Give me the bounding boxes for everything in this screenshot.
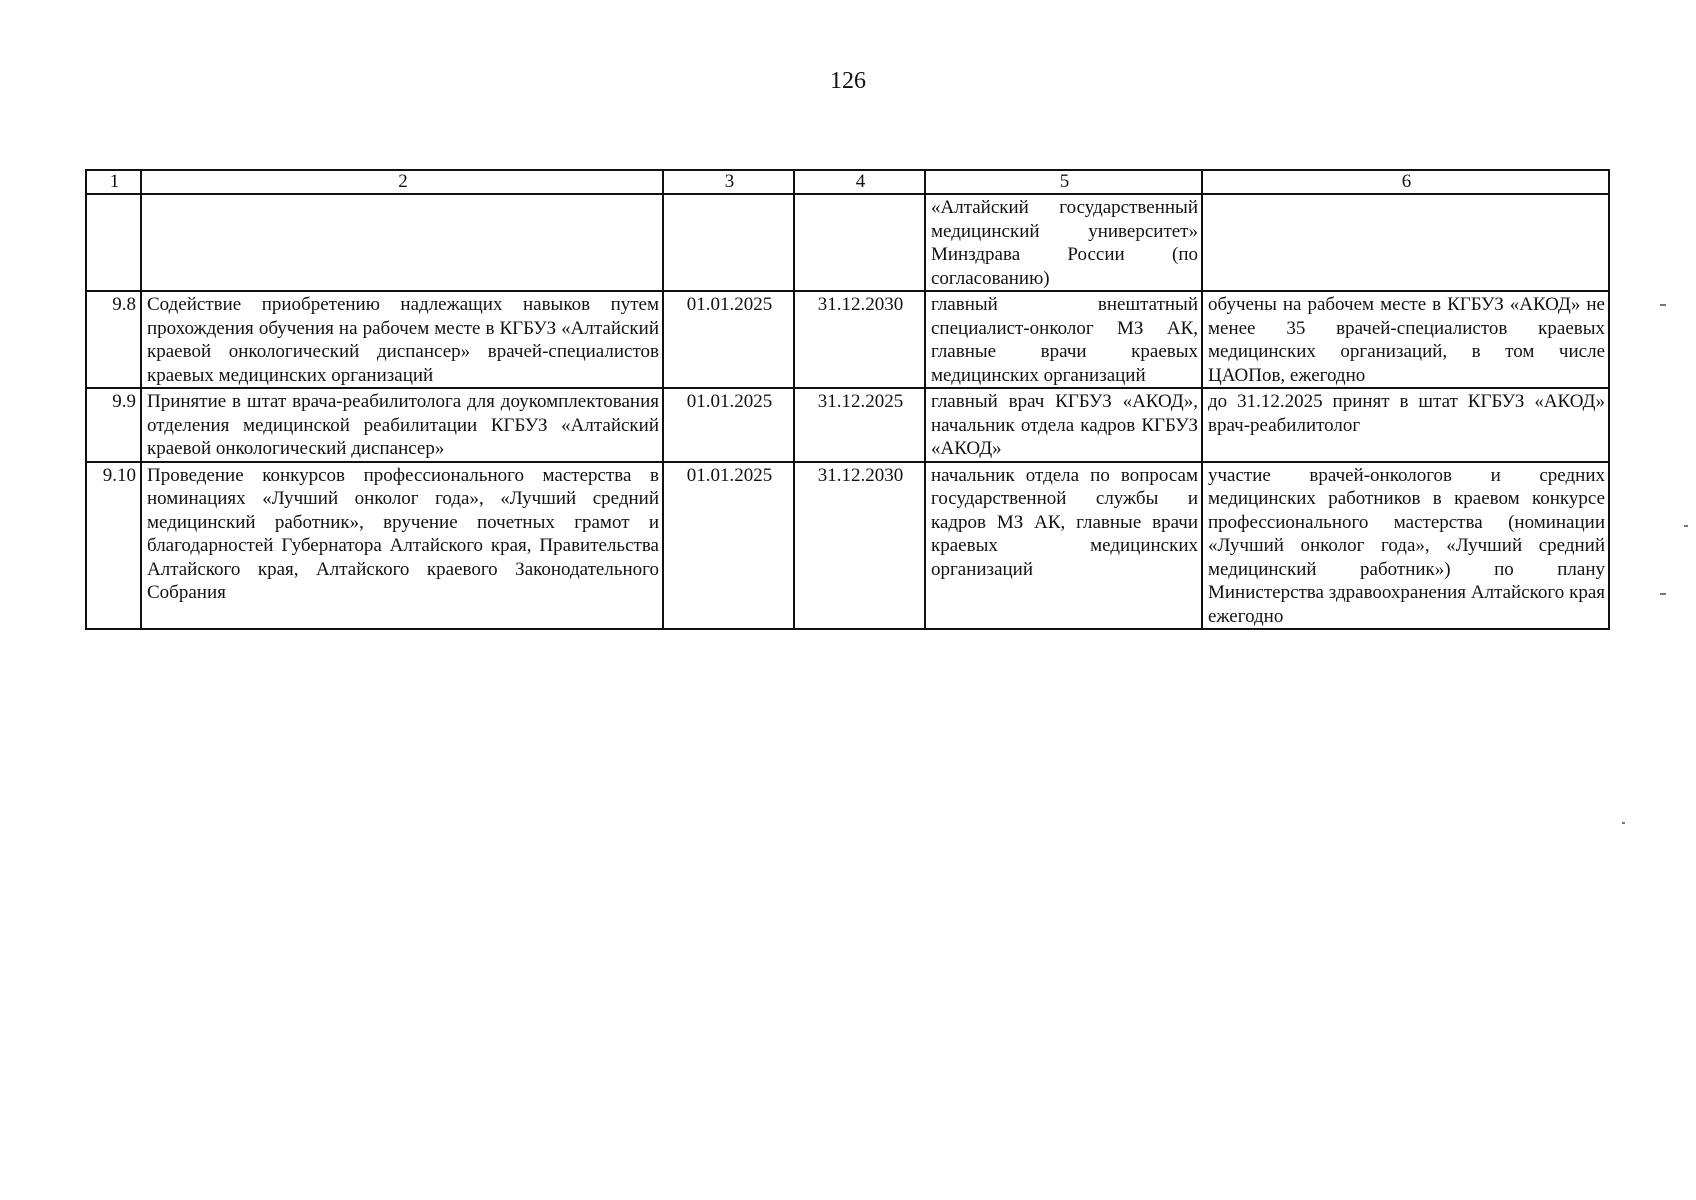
plan-table bbox=[85, 169, 1610, 630]
table-row-9-8 bbox=[86, 291, 1609, 388]
measure-cell: Принятие в штат врача-реабилитолога для доукомплектования отделения медицинской реабилитации КГБУЗ «Алтайский краевой онкологический диспансер» bbox=[141, 388, 663, 462]
responsible-cell: главный врач КГБУЗ «АКОД», начальник отдела кадров КГБУЗ «АКОД» bbox=[925, 388, 1202, 462]
column-number-header-row bbox=[86, 170, 1609, 194]
start-date-cell: 01.01.2025 bbox=[663, 291, 794, 388]
table-row-9-10 bbox=[86, 462, 1609, 630]
responsible-cell: главный внештатный специалист-онколог МЗ АК, главные врачи краевых медицинских организаций bbox=[925, 291, 1202, 388]
table-row-9-9 bbox=[86, 388, 1609, 462]
measure-cell: Проведение конкурсов профессионального мастерства в номинациях «Лучший онколог года», «Лучший средний медицинский работник», вручение почетных грамот и благодарностей Губернатора Алтайского края, Правительства Алтайского края, Алтайского краевого Законодательного Собрания bbox=[141, 462, 663, 630]
scan-speck bbox=[1622, 822, 1625, 824]
column-header-1: 1 bbox=[86, 170, 141, 194]
item-number-cell: 9.10 bbox=[86, 462, 141, 630]
result-cell: участие врачей-онкологов и средних медицинских работников в краевом конкурсе профессионального мастерства (номинации «Лучший онколог года», «Лучший средний медицинский работник») по плану Министерства здравоохранения Алтайского края ежегодно bbox=[1202, 462, 1609, 630]
result-cell: до 31.12.2025 принят в штат КГБУЗ «АКОД» врач-реабилитолог bbox=[1202, 388, 1609, 462]
column-header-5: 5 bbox=[925, 170, 1202, 194]
end-date-cell: 31.12.2030 bbox=[794, 291, 925, 388]
item-number-cell: 9.8 bbox=[86, 291, 141, 388]
column-header-3: 3 bbox=[663, 170, 794, 194]
scan-speck bbox=[1660, 593, 1666, 595]
end-date-cell: 31.12.2030 bbox=[794, 462, 925, 630]
item-number-cell: 9.9 bbox=[86, 388, 141, 462]
start-date-cell: 01.01.2025 bbox=[663, 462, 794, 630]
responsible-cell: начальник отдела по вопросам государственной службы и кадров МЗ АК, главные врачи краевых медицинских организаций bbox=[925, 462, 1202, 630]
end-date-cell bbox=[794, 194, 925, 291]
end-date-cell: 31.12.2025 bbox=[794, 388, 925, 462]
column-header-6: 6 bbox=[1202, 170, 1609, 194]
column-header-4: 4 bbox=[794, 170, 925, 194]
result-cell bbox=[1202, 194, 1609, 291]
measure-cell bbox=[141, 194, 663, 291]
scan-speck bbox=[1684, 525, 1688, 527]
table-row-continuation bbox=[86, 194, 1609, 291]
scan-speck bbox=[1660, 304, 1666, 306]
item-number-cell bbox=[86, 194, 141, 291]
page-number: 126 bbox=[830, 68, 866, 94]
column-header-2: 2 bbox=[141, 170, 663, 194]
start-date-cell: 01.01.2025 bbox=[663, 388, 794, 462]
start-date-cell bbox=[663, 194, 794, 291]
responsible-cell: «Алтайский государственный медицинский университет» Минздрава России (по согласованию) bbox=[925, 194, 1202, 291]
measure-cell: Содействие приобретению надлежащих навыков путем прохождения обучения на рабочем месте в КГБУЗ «Алтайский краевой онкологический диспансер» врачей-специалистов краевых медицинских организаций bbox=[141, 291, 663, 388]
result-cell: обучены на рабочем месте в КГБУЗ «АКОД» не менее 35 врачей-специалистов краевых медицинских организаций, в том числе ЦАОПов, ежегодно bbox=[1202, 291, 1609, 388]
